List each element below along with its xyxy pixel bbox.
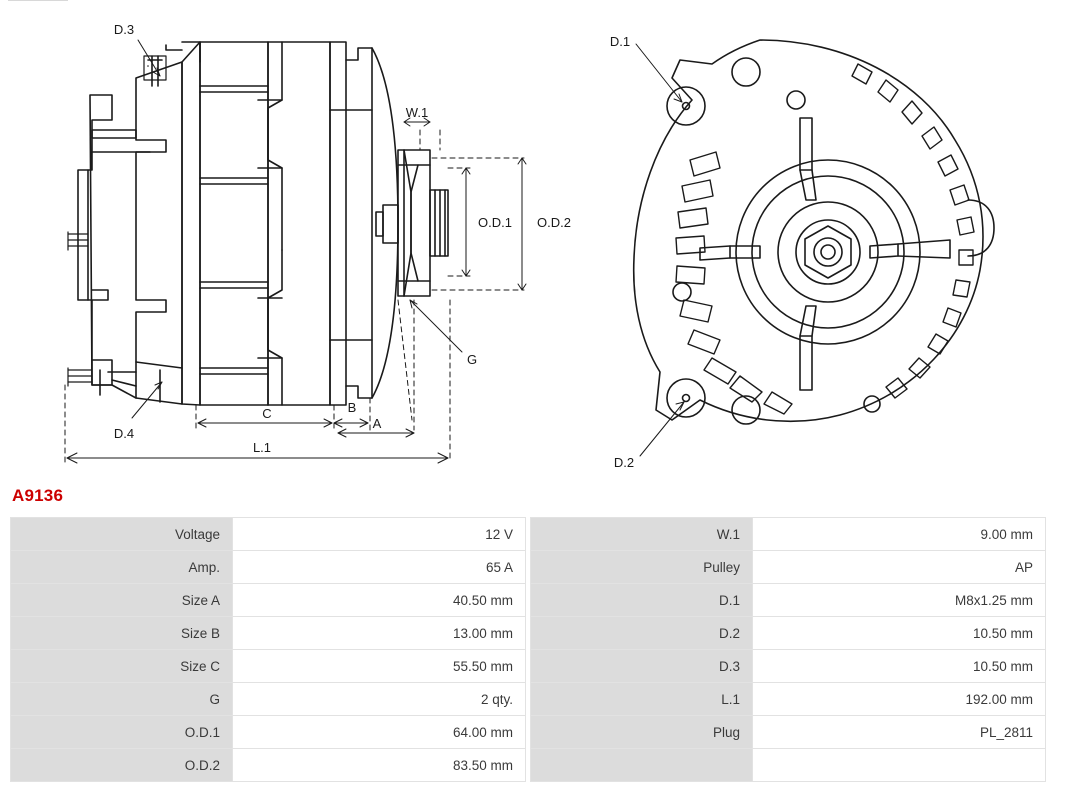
label-d2: D.2 (613, 455, 635, 470)
label-d3: D.3 (113, 22, 135, 37)
spec-label: Size C (11, 650, 233, 683)
spec-tables (10, 517, 1070, 782)
spec-value: 55.50 mm (233, 650, 526, 683)
label-od1: O.D.1 (478, 215, 512, 230)
spec-value: 83.50 mm (233, 749, 526, 782)
spec-value: AP (753, 551, 1046, 584)
spec-value: 10.50 mm (753, 650, 1046, 683)
table-row (531, 617, 1046, 650)
spec-table-left (10, 517, 526, 782)
table-row (11, 551, 526, 584)
spec-value: 192.00 mm (753, 683, 1046, 716)
table-row (11, 650, 526, 683)
spec-label: G (11, 683, 233, 716)
label-b: B (347, 400, 357, 415)
label-w1: W.1 (405, 105, 429, 120)
spec-value: 2 qty. (233, 683, 526, 716)
spec-value: 9.00 mm (753, 518, 1046, 551)
spec-value: 65 A (233, 551, 526, 584)
table-row (11, 617, 526, 650)
table-row (531, 716, 1046, 749)
spec-value: 13.00 mm (233, 617, 526, 650)
table-row (531, 650, 1046, 683)
spec-label: Pulley (531, 551, 753, 584)
label-c: C (262, 406, 272, 421)
label-d4: D.4 (113, 426, 135, 441)
part-number: A9136 (12, 486, 64, 505)
spec-table-right (530, 517, 1046, 782)
spec-label: D.3 (531, 650, 753, 683)
spec-label: D.2 (531, 617, 753, 650)
table-row (11, 749, 526, 782)
table-row (11, 584, 526, 617)
spec-label: Amp. (11, 551, 233, 584)
table-row (531, 584, 1046, 617)
label-d1: D.1 (609, 34, 631, 49)
spec-label: O.D.1 (11, 716, 233, 749)
spec-label-empty (531, 749, 753, 782)
table-row (11, 716, 526, 749)
spec-value: 10.50 mm (753, 617, 1046, 650)
spec-value: 40.50 mm (233, 584, 526, 617)
spec-value: 12 V (233, 518, 526, 551)
spec-label: L.1 (531, 683, 753, 716)
table-row (531, 551, 1046, 584)
table-row-empty (531, 749, 1046, 782)
spec-label: Size B (11, 617, 233, 650)
label-g: G (466, 352, 478, 367)
spec-label: Plug (531, 716, 753, 749)
spec-value: M8x1.25 mm (753, 584, 1046, 617)
spec-label: O.D.2 (11, 749, 233, 782)
table-row (11, 683, 526, 716)
spec-label: Voltage (11, 518, 233, 551)
label-a: A (372, 416, 382, 431)
table-row (531, 518, 1046, 551)
spec-label: D.1 (531, 584, 753, 617)
spec-label: W.1 (531, 518, 753, 551)
spec-value: PL_2811 (753, 716, 1046, 749)
spec-label: Size A (11, 584, 233, 617)
spec-value-empty (753, 749, 1046, 782)
spec-value: 64.00 mm (233, 716, 526, 749)
label-od2: O.D.2 (537, 215, 571, 230)
label-l1: L.1 (252, 440, 272, 455)
table-row (11, 518, 526, 551)
table-row (531, 683, 1046, 716)
